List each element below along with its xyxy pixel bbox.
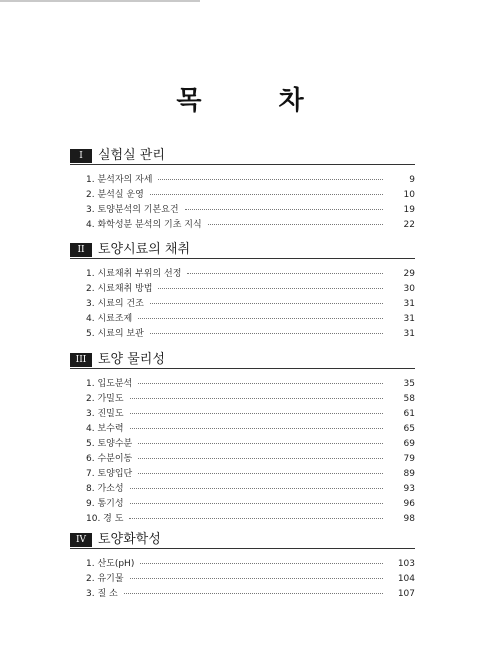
dot-leader [140, 563, 383, 564]
toc-entry[interactable] [86, 406, 415, 421]
toc-entry-page: 107 [397, 589, 415, 599]
dot-leader [208, 224, 383, 225]
toc-entry-label: 3. 토양분석의 기본요건 [86, 205, 179, 215]
toc-entry-page: 89 [403, 469, 415, 479]
dot-leader [130, 413, 383, 414]
section-lab-management [70, 148, 415, 230]
entry-list [86, 556, 415, 601]
dot-leader [187, 273, 383, 274]
dot-leader [138, 473, 383, 474]
section-number: I [70, 149, 92, 163]
toc-entry-page: 30 [403, 284, 415, 294]
toc-entry-label: 3. 진밀도 [86, 409, 124, 419]
section-soil-physics [70, 352, 415, 524]
section-title: 토양시료의 채취 [98, 242, 191, 257]
dot-leader [150, 333, 383, 334]
dot-leader [124, 593, 383, 594]
toc-entry-page: 65 [403, 424, 415, 434]
dot-leader [130, 488, 383, 489]
toc-entry-page: 31 [403, 329, 415, 339]
toc-entry-label: 2. 유기물 [86, 574, 124, 584]
dot-leader [138, 458, 383, 459]
page-title: 목 차 [176, 86, 338, 116]
toc-entry-label: 1. 분석자의 자세 [86, 175, 153, 185]
toc-entry[interactable] [86, 466, 415, 481]
toc-entry[interactable] [86, 266, 415, 281]
toc-entry[interactable] [86, 571, 415, 586]
toc-entry-page: 79 [403, 454, 415, 464]
toc-entry-page: 69 [403, 439, 415, 449]
toc-entry-label: 1. 입도분석 [86, 379, 133, 389]
toc-entry[interactable] [86, 187, 415, 202]
toc-entry[interactable] [86, 391, 415, 406]
toc-entry-label: 7. 토양입단 [86, 469, 133, 479]
toc-entry-label: 3. 질 소 [86, 589, 118, 599]
section-rule [70, 164, 415, 165]
dot-leader [129, 518, 383, 519]
section-number: IV [70, 533, 92, 547]
toc-entry-page: 103 [397, 559, 415, 569]
dot-leader [158, 288, 383, 289]
dot-leader [138, 383, 383, 384]
toc-entry[interactable] [86, 202, 415, 217]
toc-entry-label: 3. 시료의 건조 [86, 299, 144, 309]
toc-entry-label: 5. 토양수분 [86, 439, 133, 449]
entry-list [86, 376, 415, 526]
section-header [70, 532, 415, 550]
toc-entry[interactable] [86, 451, 415, 466]
section-header [70, 242, 415, 260]
toc-entry-label: 4. 화학성분 분석의 기초 지식 [86, 220, 202, 230]
section-header [70, 148, 415, 166]
toc-entry[interactable] [86, 217, 415, 232]
toc-entry[interactable] [86, 281, 415, 296]
dot-leader [130, 428, 383, 429]
toc-entry-label: 9. 통기성 [86, 499, 124, 509]
toc-entry-page: 96 [403, 499, 415, 509]
section-number: II [70, 243, 92, 257]
section-number: III [70, 353, 92, 367]
section-rule [70, 368, 415, 369]
toc-entry[interactable] [86, 496, 415, 511]
toc-entry[interactable] [86, 421, 415, 436]
toc-entry[interactable] [86, 436, 415, 451]
toc-entry[interactable] [86, 376, 415, 391]
toc-entry-page: 31 [403, 314, 415, 324]
section-soil-chemistry [70, 532, 415, 599]
toc-entry-label: 4. 시료조제 [86, 314, 133, 324]
toc-entry-page: 58 [403, 394, 415, 404]
toc-entry[interactable] [86, 511, 415, 526]
toc-entry-page: 93 [403, 484, 415, 494]
toc-entry-label: 2. 분석실 운영 [86, 190, 144, 200]
toc-entry-label: 8. 가소성 [86, 484, 124, 494]
toc-entry-page: 104 [397, 574, 415, 584]
dot-leader [138, 443, 383, 444]
toc-entry-label: 5. 시료의 보관 [86, 329, 144, 339]
section-title: 실험실 관리 [98, 148, 165, 163]
dot-leader [130, 503, 383, 504]
section-header [70, 352, 415, 370]
toc-entry[interactable] [86, 296, 415, 311]
toc-entry-page: 61 [403, 409, 415, 419]
toc-entry-label: 10. 경 도 [86, 514, 124, 524]
toc-entry-label: 2. 시료채취 방법 [86, 284, 153, 294]
section-soil-sampling [70, 242, 415, 339]
toc-entry-label: 4. 보수력 [86, 424, 124, 434]
toc-entry[interactable] [86, 172, 415, 187]
dot-leader [150, 194, 383, 195]
section-title: 토양 물리성 [98, 352, 165, 367]
toc-entry-page: 29 [403, 269, 415, 279]
toc-entry-page: 19 [403, 205, 415, 215]
toc-entry-page: 31 [403, 299, 415, 309]
toc-entry-page: 35 [403, 379, 415, 389]
toc-entry[interactable] [86, 481, 415, 496]
toc-entry[interactable] [86, 326, 415, 341]
toc-entry-label: 1. 시료채취 부위의 선정 [86, 269, 182, 279]
toc-entry-label: 2. 가밀도 [86, 394, 124, 404]
toc-entry-page: 22 [403, 220, 415, 230]
dot-leader [185, 209, 383, 210]
dot-leader [130, 578, 383, 579]
scan-edge-line [0, 0, 200, 2]
toc-entry-page: 9 [409, 175, 415, 185]
dot-leader [138, 318, 383, 319]
dot-leader [150, 303, 383, 304]
toc-entry[interactable] [86, 586, 415, 601]
dot-leader [130, 398, 383, 399]
toc-entry[interactable] [86, 556, 415, 571]
entry-list [86, 172, 415, 232]
toc-entry-label: 6. 수분이동 [86, 454, 133, 464]
entry-list [86, 266, 415, 341]
toc-entry[interactable] [86, 311, 415, 326]
toc-entry-page: 98 [403, 514, 415, 524]
section-title: 토양화학성 [98, 532, 161, 547]
dot-leader [158, 179, 383, 180]
section-rule [70, 258, 415, 259]
toc-entry-page: 10 [403, 190, 415, 200]
section-rule [70, 548, 415, 549]
toc-entry-label: 1. 산도(pH) [86, 559, 135, 569]
